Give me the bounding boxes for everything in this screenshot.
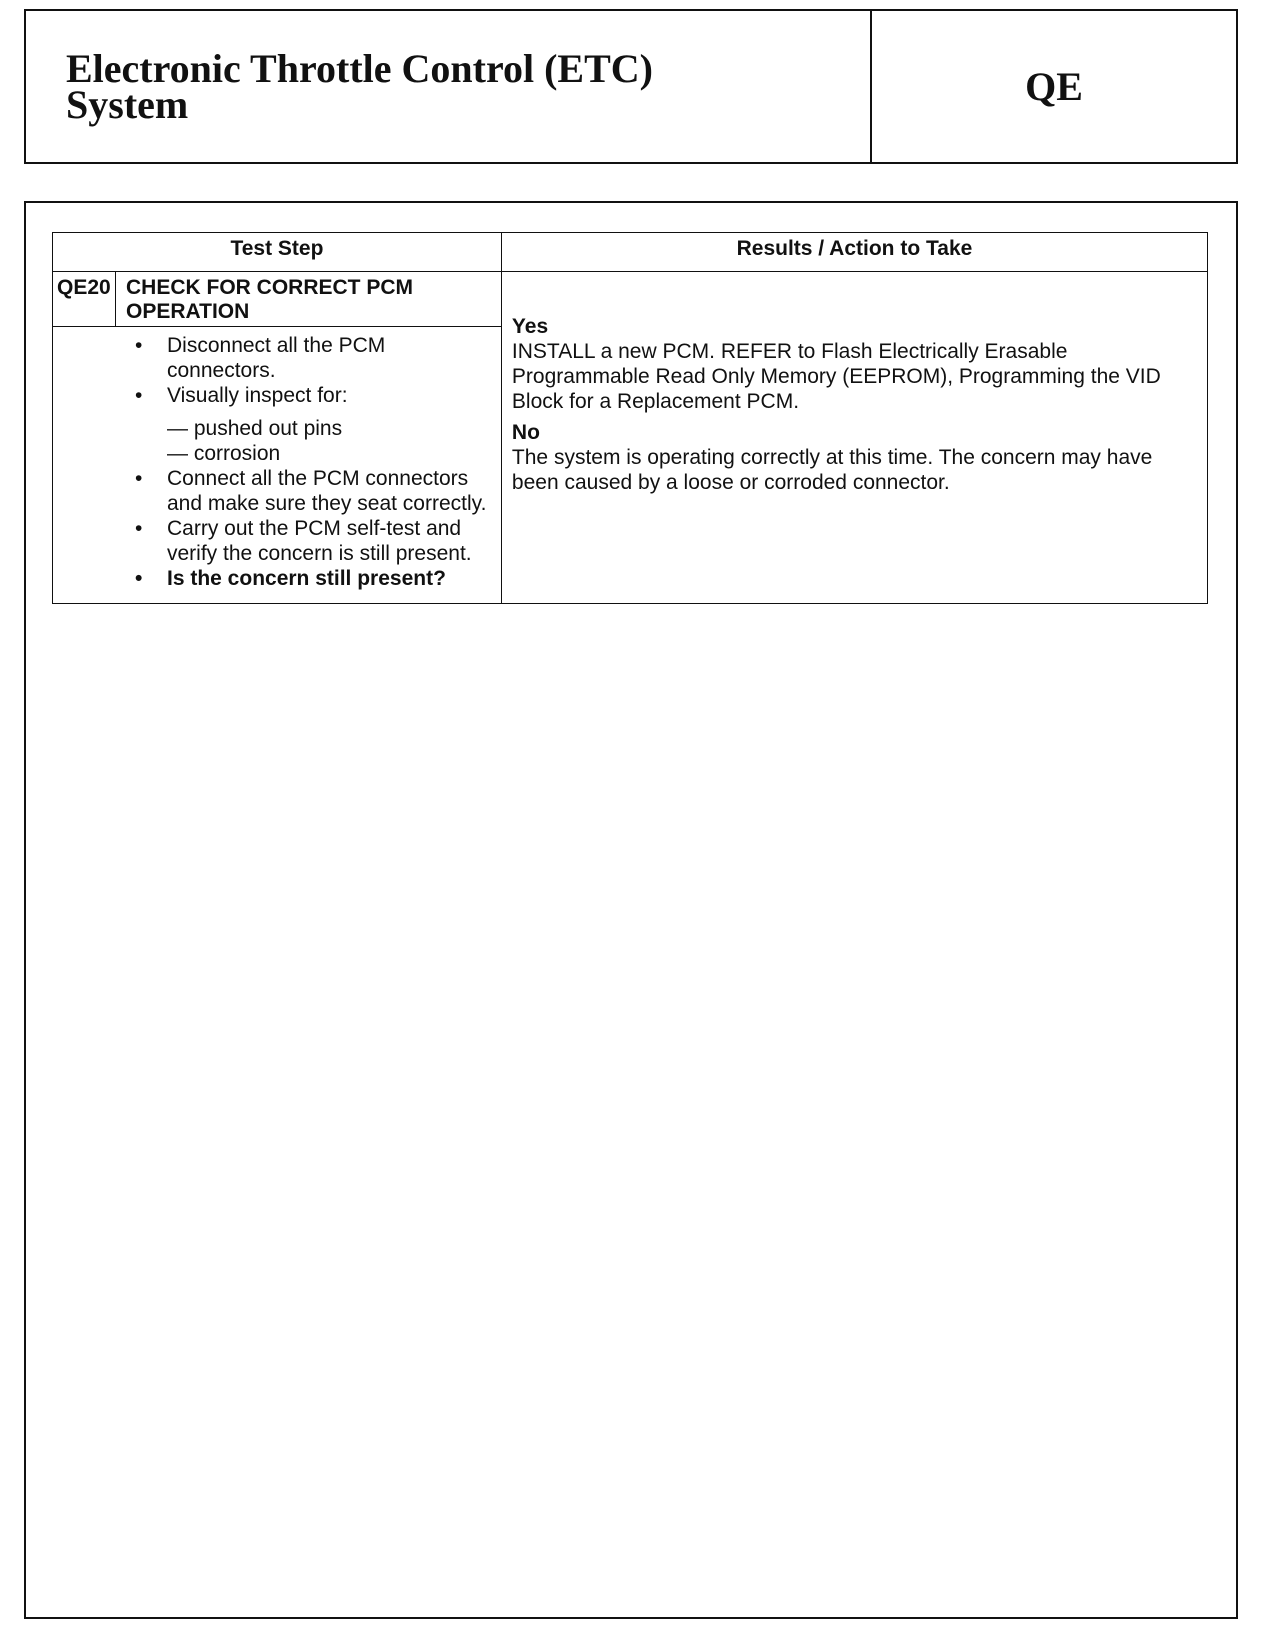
yes-action: INSTALL a new PCM. REFER to Flash Electrically Erasable Programmable Read Only Memory (EEPROM), Programming the VID Block for a Replacement PCM. — [511, 340, 1161, 413]
step-title: CHECK FOR CORRECT PCM OPERATION — [116, 272, 502, 327]
no-label: No — [511, 421, 540, 444]
list-item: • Connect all the PCM connectors and make sure they seat correctly. — [133, 466, 491, 516]
step-question: • Is the concern still present? — [133, 566, 491, 591]
sub-list-item: — corrosion — [167, 442, 281, 465]
page-header — [24, 9, 1238, 164]
list-item — [133, 383, 491, 466]
step-instructions — [53, 327, 502, 604]
instruction-list — [133, 333, 491, 591]
sub-list-item: — pushed out pins — [167, 417, 343, 440]
step-id: QE20 — [53, 272, 116, 327]
inspection-sublist — [167, 416, 491, 466]
results-cell — [501, 272, 1207, 604]
table-header-row — [53, 233, 1208, 272]
column-header-results: Results / Action to Take — [501, 233, 1207, 272]
list-item-text: Visually inspect for: — [167, 384, 348, 407]
list-item: • Disconnect all the PCM connectors. — [133, 333, 491, 383]
title-line-1: Electronic Throttle Control (ETC) — [66, 46, 653, 91]
step-title-row — [53, 272, 1208, 327]
list-item: • Carry out the PCM self-test and verify the concern is still present. — [133, 516, 491, 566]
test-step-table — [52, 232, 1208, 604]
yes-label: Yes — [511, 315, 549, 338]
page-title — [26, 11, 872, 162]
no-action: The system is operating correctly at this time. The concern may have been caused by a loose or corroded connector. — [511, 446, 1153, 494]
section-code: QE — [1025, 64, 1083, 109]
column-header-test-step: Test Step — [53, 233, 502, 272]
title-line-2: System — [66, 82, 189, 127]
